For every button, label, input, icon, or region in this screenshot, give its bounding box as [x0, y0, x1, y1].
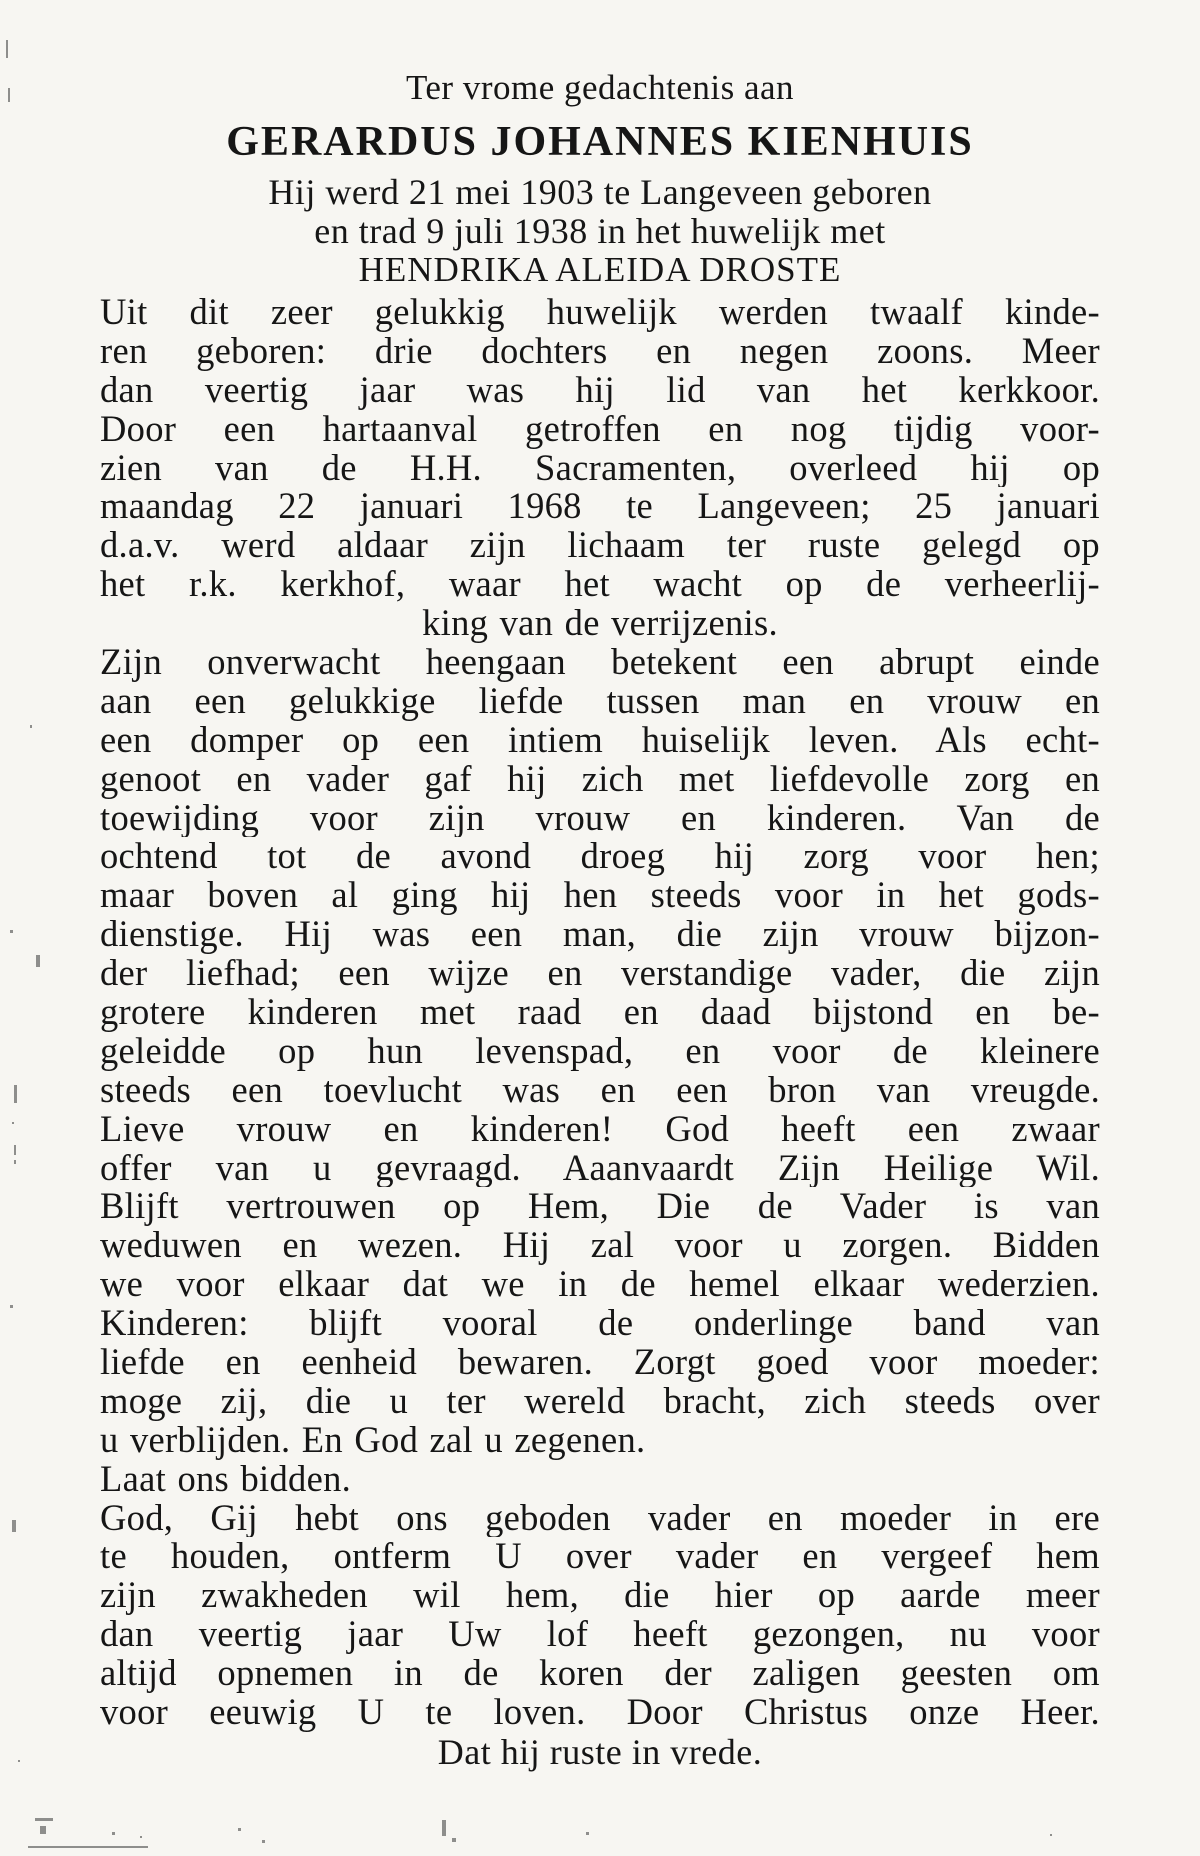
text-line: steeds een toevlucht was en een bron van vreugde.: [100, 1070, 1100, 1110]
text-line: God, Gij hebt ons geboden vader en moeder in ere: [100, 1498, 1100, 1538]
birth-line: Hij werd 21 mei 1903 te Langeveen geboren: [268, 172, 932, 212]
text-line: dan veertig jaar was hij lid van het kerkkoor.: [100, 370, 1100, 410]
biography-paragraph: [100, 293, 1100, 643]
text-line: grotere kinderen met raad en daad bijstond en be-: [100, 993, 1100, 1032]
text-line: geleidde op hun levenspad, en voor de kleinere: [100, 1031, 1100, 1071]
text-line: ren geboren: drie dochters en negen zoons. Meer: [100, 331, 1100, 371]
tribute-and-prayer-text: [100, 643, 1100, 1732]
text-line: ochtend tot de avond droeg hij zorg voor hen;: [100, 837, 1100, 877]
text-line: voor eeuwig U te loven. Door Christus onze Heer.: [100, 1693, 1100, 1732]
text-line: maar boven al ging hij hen steeds voor in het gods-: [100, 876, 1100, 916]
text-line: Laat ons bidden.: [100, 1459, 352, 1499]
text-line: Lieve vrouw en kinderen! God heeft een zwaar: [100, 1109, 1100, 1149]
spouse-name: HENDRIKA ALEIDA DROSTE: [358, 250, 842, 289]
marriage-line: en trad 9 juli 1938 in het huwelijk met: [314, 211, 886, 251]
text-line: het r.k. kerkhof, waar het wacht op de verheerlij-: [100, 565, 1100, 605]
text-line: moge zij, die u ter wereld bracht, zich steeds over: [100, 1381, 1100, 1421]
text-line: Kinderen: blijft vooral de onderlinge band van: [100, 1304, 1100, 1344]
text-line: king van de verrijzenis.: [422, 604, 778, 644]
text-line: aan een gelukkige liefde tussen man en vrouw en: [100, 681, 1100, 721]
text-line: d.a.v. werd aldaar zijn lichaam ter ruste gelegd op: [100, 526, 1100, 566]
text-line: een domper op een intiem huiselijk leven. Als echt-: [100, 720, 1100, 760]
text-line: genoot en vader gaf hij zich met liefdevolle zorg en: [100, 759, 1100, 799]
text-line: te houden, ontferm U over vader en vergeef hem: [100, 1537, 1100, 1577]
text-line: dienstige. Hij was een man, die zijn vrouw bijzon-: [100, 915, 1100, 955]
text-line: zijn zwakheden wil hem, die hier op aarde meer: [100, 1576, 1100, 1616]
text-line: der liefhad; een wijze en verstandige vader, die zijn: [100, 954, 1100, 994]
text-line: dan veertig jaar Uw lof heeft gezongen, nu voor: [100, 1615, 1100, 1655]
text-line: altijd opnemen in de koren der zaligen geesten om: [100, 1654, 1100, 1694]
text-line: Zijn onverwacht heengaan betekent een abrupt einde: [100, 643, 1100, 682]
closing-line: Dat hij ruste in vrede.: [437, 1732, 763, 1772]
text-line: maandag 22 januari 1968 te Langeveen; 25 januari: [100, 487, 1100, 527]
deceased-name: GERARDUS JOHANNES KIENHUIS: [226, 119, 974, 165]
text-line: zien van de H.H. Sacramenten, overleed hij op: [100, 448, 1100, 488]
text-line: Door een hartaanval getroffen en nog tijdig voor-: [100, 409, 1100, 449]
text-line: liefde en eenheid bewaren. Zorgt goed voor moeder:: [100, 1343, 1100, 1382]
text-line: offer van u gevraagd. Aaanvaardt Zijn Heilige Wil.: [100, 1148, 1100, 1188]
text-line: we voor elkaar dat we in de hemel elkaar wederzien.: [100, 1265, 1100, 1305]
text-line: weduwen en wezen. Hij zal voor u zorgen. Bidden: [100, 1226, 1100, 1266]
text-line: Blijft vertrouwen op Hem, Die de Vader is van: [100, 1187, 1100, 1227]
dedication-line: Ter vrome gedachtenis aan: [405, 68, 795, 107]
text-line: u verblijden. En God zal u zegenen.: [100, 1420, 646, 1460]
text-line: Uit dit zeer gelukkig huwelijk werden twaalf kinde-: [100, 293, 1100, 332]
text-line: toewijding voor zijn vrouw en kinderen. Van de: [100, 798, 1100, 838]
